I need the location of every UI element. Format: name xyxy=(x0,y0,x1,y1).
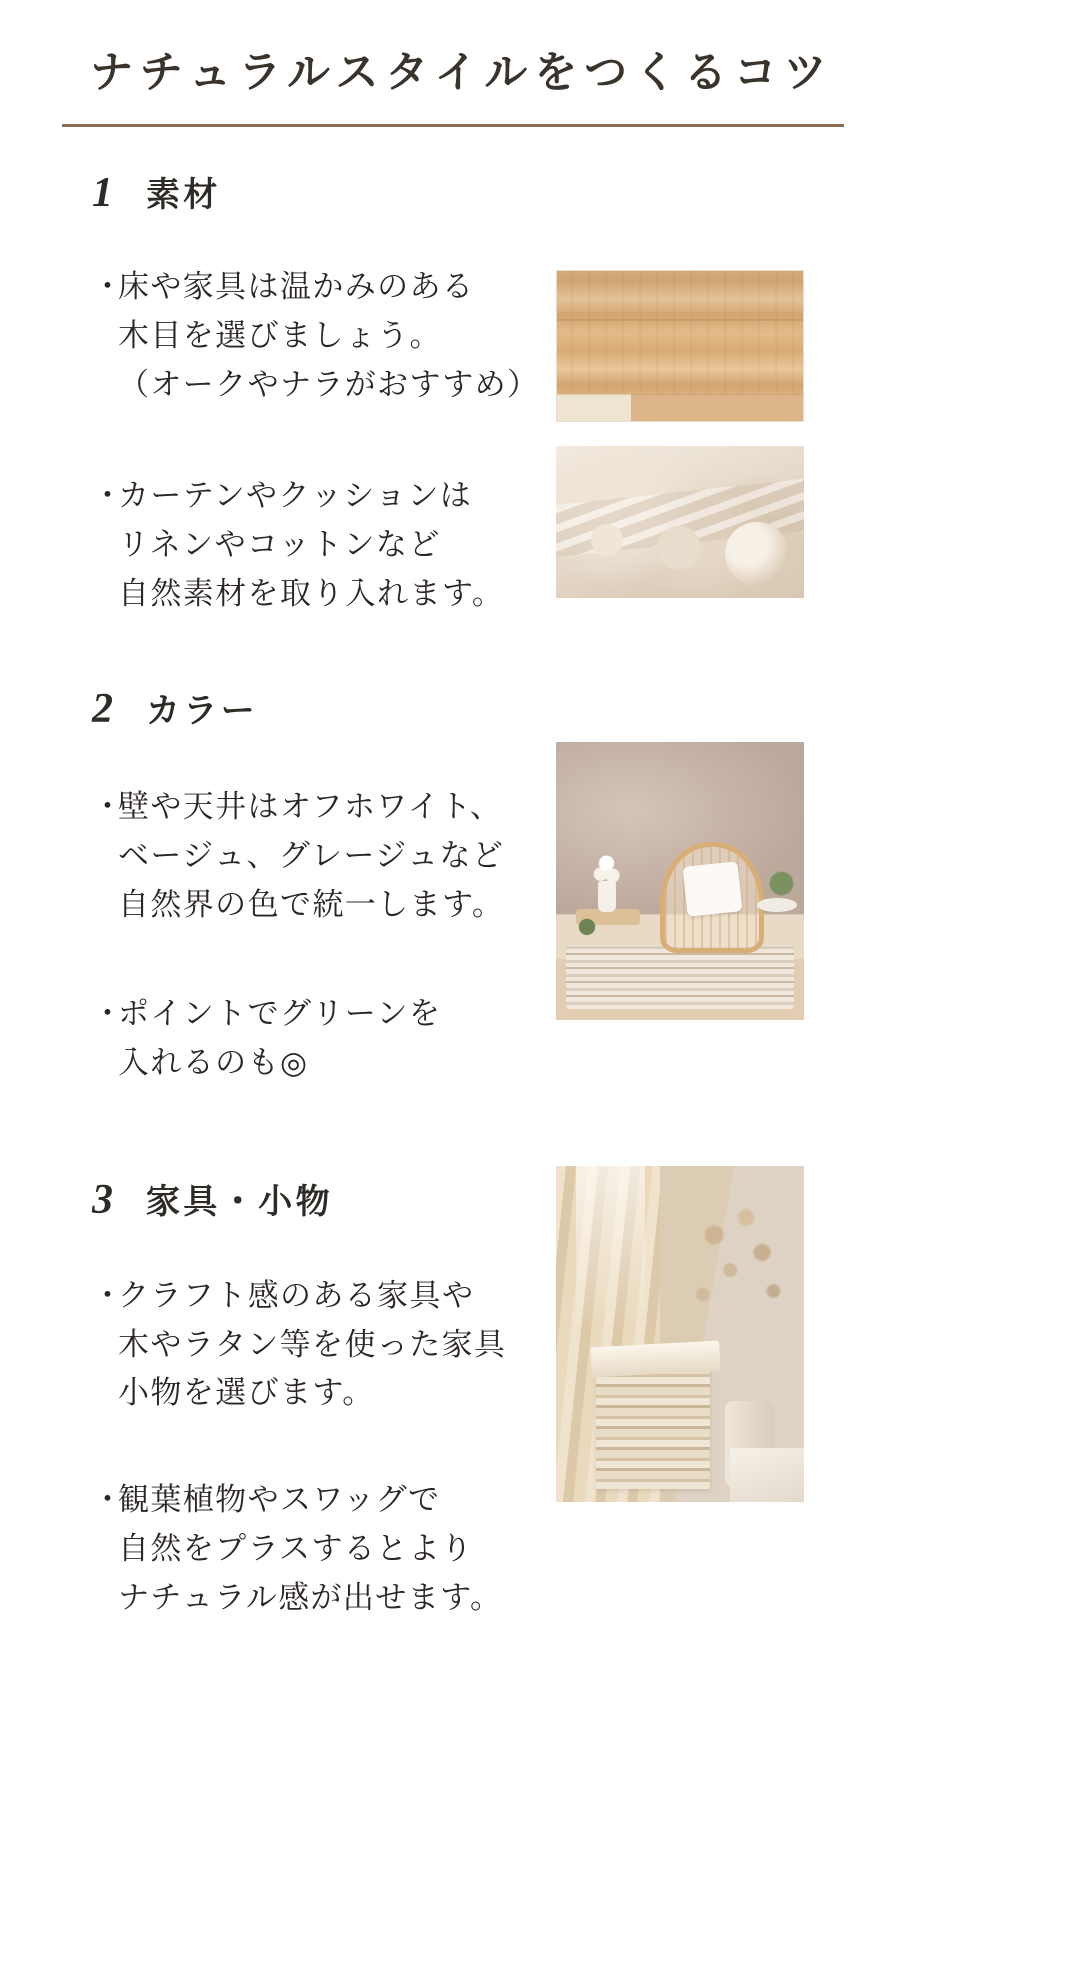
section-3-body xyxy=(0,1272,1080,1624)
bullet-line: 床や家具は温かみのある xyxy=(118,268,475,304)
room-plant xyxy=(576,917,598,939)
bullet-marker: ・ xyxy=(92,268,125,304)
section-3-number: 3 xyxy=(92,1176,113,1223)
bullet-line: 入れるのも◎ xyxy=(118,1044,309,1080)
bullet-marker: ・ xyxy=(92,788,125,824)
bullet-line: ベージュ、グレージュなど xyxy=(118,837,505,873)
section-1 xyxy=(0,167,1080,619)
bullet-line: ポイントでグリーンを xyxy=(118,995,442,1031)
bullet-line: （オークやナラがおすすめ） xyxy=(118,366,540,402)
bullet-line: ナチュラル感が出せます。 xyxy=(118,1580,503,1616)
section-2-number: 2 xyxy=(92,685,113,732)
bullet-line: 木目を選びましょう。 xyxy=(118,317,442,353)
bullet-marker: ・ xyxy=(92,995,125,1031)
section-2-body xyxy=(0,783,1080,1088)
room-greenery xyxy=(764,864,799,903)
section-2 xyxy=(0,683,1080,1088)
bullet-line: 壁や天井はオフホワイト、 xyxy=(118,788,503,824)
books-dried-flowers-photo xyxy=(556,1166,804,1502)
bullet-line: クラフト感のある家具や xyxy=(118,1277,475,1313)
section-3-label: 家具・小物 xyxy=(146,1183,333,1221)
books-light xyxy=(576,1166,645,1321)
section-3-heading xyxy=(0,1174,1080,1224)
section-1-heading xyxy=(0,167,1080,217)
bullet-line: 小物を選びます。 xyxy=(118,1375,375,1411)
page-title: ナチュラルスタイルをつくるコツ xyxy=(90,50,834,97)
title-divider xyxy=(62,124,844,127)
rattan-chair-room-photo xyxy=(556,742,804,1020)
wood-flooring-photo xyxy=(556,270,804,422)
section-1-number: 1 xyxy=(92,169,113,216)
bullet-line: 観葉植物やスワッグで xyxy=(118,1482,441,1518)
page-root xyxy=(0,46,1080,1966)
room-rug xyxy=(566,945,794,1009)
bullet-marker: ・ xyxy=(92,477,125,513)
title-block xyxy=(0,46,1080,127)
bullet-marker: ・ xyxy=(92,1482,125,1518)
section-2-label: カラー xyxy=(146,692,259,730)
room-cushion xyxy=(682,862,741,917)
bullet-line: 自然をプラスするとより xyxy=(118,1531,474,1567)
section-1-body xyxy=(0,263,1080,619)
room-flower xyxy=(593,853,620,886)
section-3 xyxy=(0,1174,1080,1624)
bullet-line: 自然界の色で統一します。 xyxy=(118,886,505,922)
books-linen-cloth xyxy=(730,1448,804,1502)
bullet-line: カーテンやクッションは xyxy=(118,477,473,513)
bullet-line: 木やラタン等を使った家具 xyxy=(118,1326,507,1362)
bullet-line: リネンやコットンなど xyxy=(118,526,441,562)
section-2-heading xyxy=(0,683,1080,733)
bullet-line: 自然素材を取り入れます。 xyxy=(118,575,505,611)
section-1-label: 素材 xyxy=(146,176,221,214)
bullet-marker: ・ xyxy=(92,1277,125,1313)
book-stack xyxy=(596,1361,710,1489)
linen-fabric-photo xyxy=(556,446,804,598)
